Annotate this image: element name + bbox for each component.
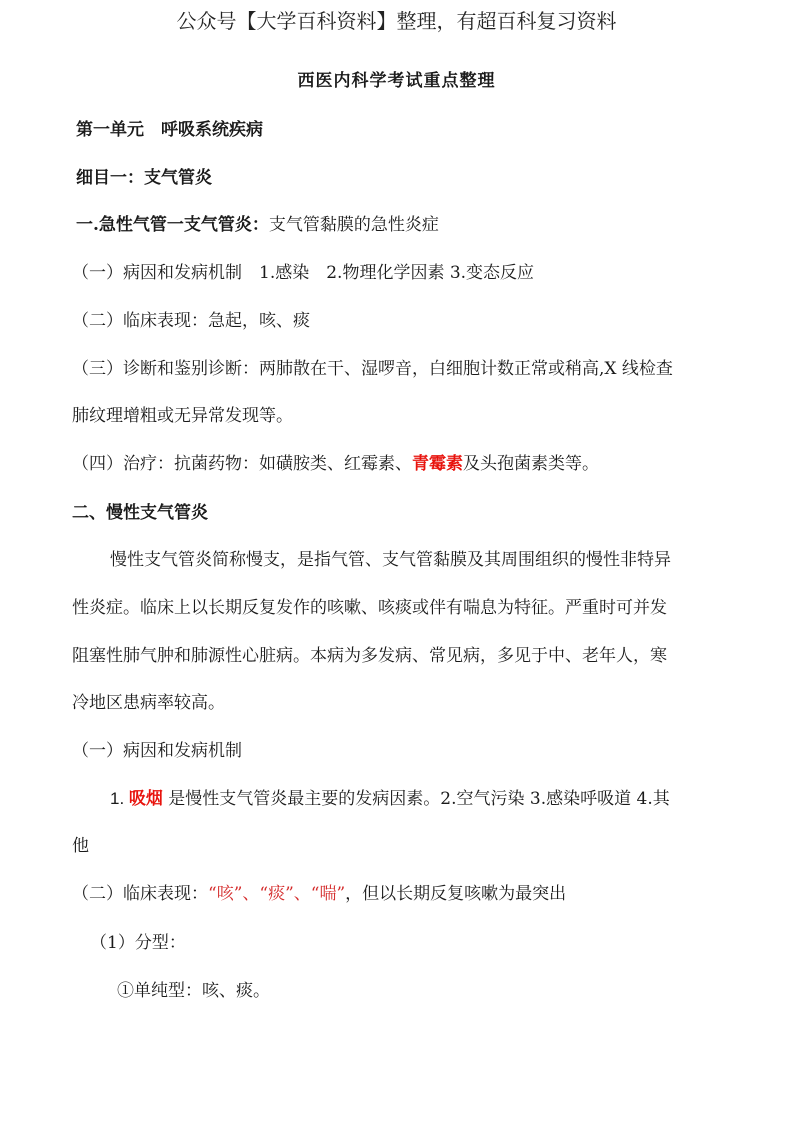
chronic-clinical-line [72,882,566,906]
etiology-rest: 是慢性支气管炎最主要的发病因素。2.空气污染 3.感染呼吸道 4.其 [162,789,670,809]
acute-diagnosis-line-2: 肺纹理增粗或无异常发现等。 [72,406,293,426]
acute-etiology: （一）病因和发病机制 1.感染 2.物理化学因素 3.变态反应 [72,263,535,283]
clinical-prefix: （二）临床表现： [72,884,208,904]
acute-clinical: （二）临床表现：急起，咳、痰 [72,311,310,331]
unit-heading: 第一单元 呼吸系统疾病 [76,120,263,140]
treatment-prefix: （四）治疗：抗菌药物：如磺胺类、红霉素、 [72,454,412,474]
chronic-paragraph-line-1: 慢性支气管炎简称慢支，是指气管、支气管黏膜及其周围组织的慢性非特异 [110,550,671,570]
chronic-etiology-continuation: 他 [72,836,89,856]
acute-bronchitis-definition: 支气管黏膜的急性炎症 [268,215,439,235]
treatment-highlight: 青霉素 [412,454,463,474]
acute-bronchitis-heading: 一.急性气管一支气管炎： [76,215,269,235]
chronic-paragraph-line-3: 阻塞性肺气肿和肺源性心脏病。本病为多发病、常见病，多见于中、老年人，寒 [72,646,667,666]
etiology-highlight: 吸烟 [128,789,163,809]
page-header-banner: 公众号【大学百科资料】整理，有超百科复习资料 [176,9,617,33]
chronic-bronchitis-heading: 二、慢性支气管炎 [72,503,208,523]
acute-diagnosis-line-1: （三）诊断和鉴别诊断：两肺散在干、湿啰音，白细胞计数正常或稍高,X 线检查 [72,359,673,379]
chronic-paragraph-line-2: 性炎症。临床上以长期反复发作的咳嗽、咳痰或伴有喘息为特征。严重时可并发 [72,598,667,618]
clinical-highlight: “咳”、“痰”、“喘” [208,884,346,904]
type-simple: ①单纯型：咳、痰。 [117,981,270,1001]
treatment-suffix: 及头孢菌素类等。 [463,454,599,474]
etiology-number: 1. [110,789,129,808]
type-heading: （1）分型： [90,933,186,953]
subsection-heading: 细目一：支气管炎 [76,168,212,188]
acute-treatment [72,452,599,476]
acute-bronchitis-heading-line [76,213,439,237]
chronic-paragraph-line-4: 冷地区患病率较高。 [72,693,225,713]
chronic-etiology-heading: （一）病因和发病机制 [72,741,242,761]
chronic-etiology-line [110,787,670,811]
clinical-suffix: ，但以长期反复咳嗽为最突出 [345,884,567,904]
document-title: 西医内科学考试重点整理 [297,71,496,91]
